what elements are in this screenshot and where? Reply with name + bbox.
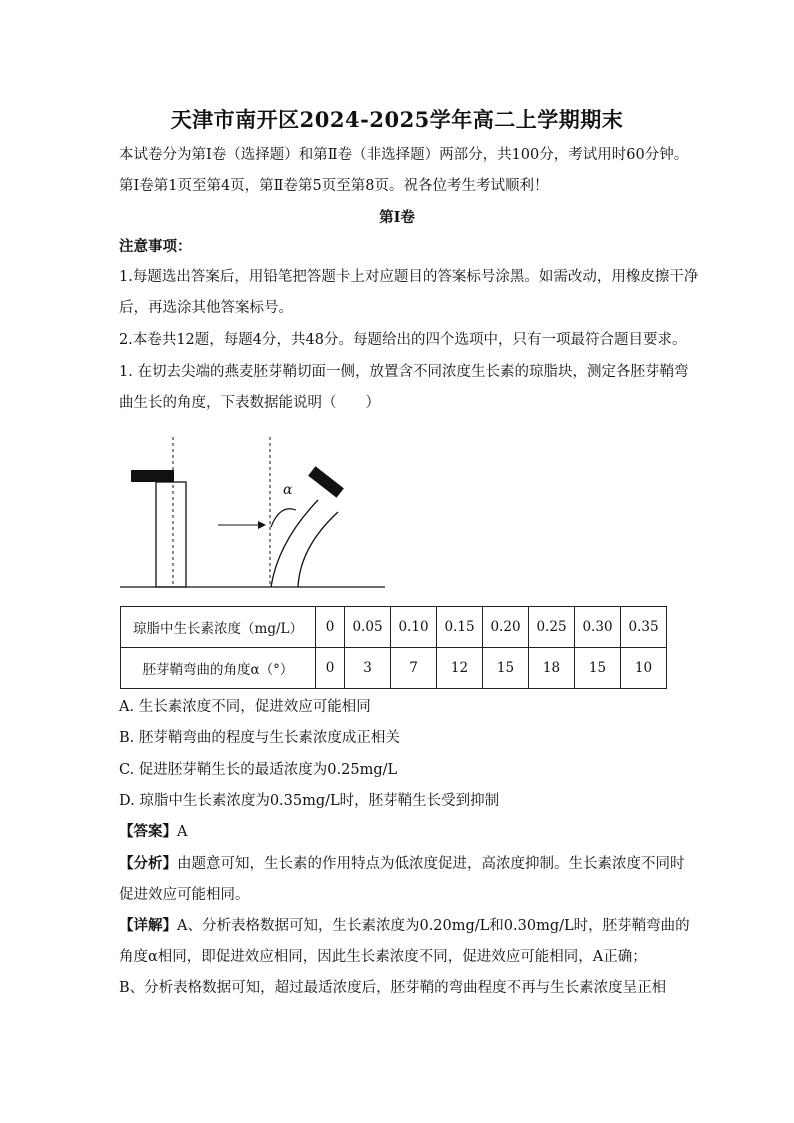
- intro-line-1: 本试卷分为第Ⅰ卷（选择题）和第Ⅱ卷（非选择题）两部分，共100分，考试用时60分钟。: [119, 147, 689, 163]
- table-row: [121, 607, 667, 648]
- answer-line: [119, 822, 187, 842]
- arrow-head: [258, 521, 266, 529]
- data-table: [120, 606, 667, 689]
- table-cell: 3: [345, 648, 391, 689]
- table-cell: 0.05: [345, 607, 391, 648]
- table-cell: 15: [483, 648, 529, 689]
- angle-arc: [271, 509, 296, 527]
- analysis-line-2: 促进效应可能相同。: [119, 887, 250, 903]
- table-row-header: 胚芽鞘弯曲的角度α（°）: [121, 648, 316, 689]
- answer-label: 【答案】: [119, 823, 177, 840]
- option-a: A. 生长素浓度不同，促进效应可能相同: [119, 699, 371, 715]
- table-cell: 0.20: [483, 607, 529, 648]
- intro-line-2: 第Ⅰ卷第1页至第4页，第Ⅱ卷第5页至第8页。祝各位考生考试顺利！: [119, 178, 549, 194]
- table-row: [121, 648, 667, 689]
- detail-line-1: [119, 916, 690, 936]
- detail-line-3: B、分析表格数据可知，超过最适浓度后，胚芽鞘的弯曲程度不再与生长素浓度呈正相: [119, 980, 667, 996]
- analysis-line-1: [119, 854, 685, 874]
- table-cell: 0.35: [621, 607, 667, 648]
- coleoptile-diagram: [120, 432, 460, 592]
- detail-label: 【详解】: [119, 917, 177, 934]
- detail-text-1: A、分析表格数据可知，生长素浓度为0.20mg/L和0.30mg/L时，胚芽鞘弯曲的: [177, 918, 690, 934]
- detail-line-2: 角度α相同，即促进效应相同，因此生长素浓度不同，促进效应可能相同，A正确；: [119, 949, 647, 965]
- table-cell: 0: [316, 648, 345, 689]
- answer-value: A: [177, 824, 188, 840]
- table-cell: 0.10: [391, 607, 437, 648]
- coleoptile-bent-right-edge: [298, 512, 338, 587]
- question-1-stem-line-1: 1. 在切去尖端的燕麦胚芽鞘切面一侧，放置含不同浓度生长素的琼脂块，测定各胚芽鞘弯: [119, 364, 689, 380]
- notes-item-1-line-1: 1.每题选出答案后，用铅笔把答题卡上对应题目的答案标号涂黑。如需改动，用橡皮擦干净: [119, 269, 699, 285]
- table-cell: 12: [437, 648, 483, 689]
- table-cell: 0.30: [575, 607, 621, 648]
- option-b: B. 胚芽鞘弯曲的程度与生长素浓度成正相关: [119, 730, 400, 746]
- section-title: 第Ⅰ卷: [379, 209, 415, 226]
- coleoptile-straight: [156, 482, 186, 587]
- page-title: 天津市南开区2024-2025学年高二上学期期末: [170, 107, 624, 132]
- table-cell: 0: [316, 607, 345, 648]
- agar-block-right: [308, 466, 344, 498]
- question-1-stem-line-2: 曲生长的角度，下表数据能说明（ ）: [119, 395, 380, 411]
- notes-item-1-line-2: 后，再选涂其他答案标号。: [119, 300, 293, 316]
- table-cell: 7: [391, 648, 437, 689]
- table-cell: 18: [529, 648, 575, 689]
- table-cell: 15: [575, 648, 621, 689]
- table-cell: 0.25: [529, 607, 575, 648]
- agar-block-left: [131, 470, 174, 482]
- notes-item-2: 2.本卷共12题，每题4分，共48分。每题给出的四个选项中，只有一项最符合题目要求。: [119, 332, 687, 348]
- option-d: D. 琼脂中生长素浓度为0.35mg/L时，胚芽鞘生长受到抑制: [119, 793, 500, 809]
- analysis-label: 【分析】: [119, 855, 177, 872]
- table-cell: 10: [621, 648, 667, 689]
- option-c: C. 促进胚芽鞘生长的最适浓度为0.25mg/L: [119, 762, 398, 778]
- alpha-label: α: [283, 482, 293, 498]
- notes-heading: 注意事项：: [119, 238, 192, 255]
- table-row-header: 琼脂中生长素浓度（mg/L）: [121, 607, 316, 648]
- table-cell: 0.15: [437, 607, 483, 648]
- analysis-text-1: 由题意可知，生长素的作用特点为低浓度促进，高浓度抑制。生长素浓度不同时: [177, 856, 685, 872]
